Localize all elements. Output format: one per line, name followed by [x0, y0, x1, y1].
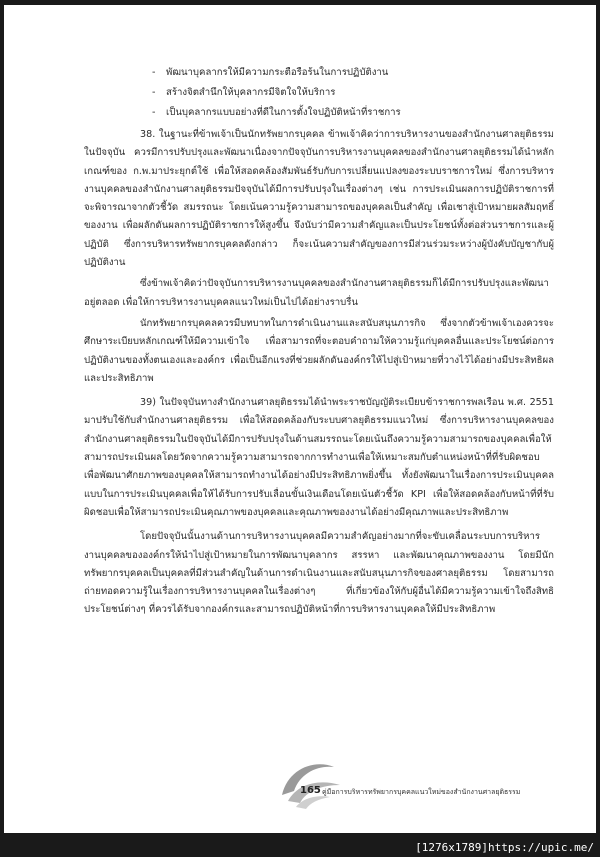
paragraph-39	[84, 394, 554, 522]
paragraph-text: โดยปัจจุบันนั้นงานด้านการบริหารงานบุคคลมีความสำคัญอย่างมากที่จะขับเคลื่อนระบบการบริหารงานบุคคลขององค์กรให้นำไปสู่เป้าหมายในการพัฒนาบุคลากร สรรหา และพัฒนาคุณภาพของงาน โดยมีนักทรัพยากรบุคคลเป็นบุคคลที่มีส่วนสำคัญในด้านการดำเนินงานและสนับสนุนภารกิจของศาลยุติธรรม โดยสามารถถ่ายทอดความรู้ในเรื่องการบริหารงานบุคคลในเรื่องต่างๆ ที่เกี่ยวข้องให้กับผู้อื่นได้มีความรู้ความเข้าใจถึงสิทธิประโยชน์ต่างๆ ที่ควรได้รับจากองค์กรและสามารถปฏิบัติหน้าที่การบริหารงานบุคคลให้มีประสิทธิภาพ	[84, 531, 554, 616]
page-footer	[4, 743, 596, 833]
swirl-logo-icon	[274, 751, 346, 811]
bullet-text: เป็นบุคลากรแบบอย่างที่ดีในการตั้งใจปฏิบัติหน้าที่ราชการ	[166, 107, 401, 118]
bullet-text: สร้างจิตสำนึกให้บุคลากรมีจิตใจให้บริการ	[166, 87, 336, 98]
paragraph-text: นักทรัพยากรบุคคลควรมีบทบาทในการดำเนินงานและสนับสนุนภารกิจ ซึ่งจากตัวข้าพเจ้าเองควรจะศึกษาระเบียบหลักเกณฑ์ให้มีความเข้าใจ เพื่อสามารถที่จะตอบคำถามให้ความรู้แก่บุคคลอื่นและประโยชน์ต่อการปฏิบัติงานของทั้งตนเองและองค์กร เพื่อเป็นอีกแรงที่ช่วยผลักดันองค์กรให้ไปสู่เป้าหมายที่วางไว้ได้อย่างมีประสิทธิผลและประสิทธิภาพ	[84, 317, 554, 384]
paragraph-continuation	[84, 275, 554, 312]
paragraph-text: ซึ่งข้าพเจ้าคิดว่าปัจจุบันการบริหารงานบุคคลของสำนักงานศาลยุติธรรมก็ได้มีการปรับปรุงและพัฒนาอยู่ตลอด เพื่อให้การบริหารงานบุคคลแนวใหม่เป็นไปได้อย่างราบรื่น	[84, 278, 549, 308]
page-body	[84, 63, 554, 620]
paragraph-closing	[84, 528, 554, 619]
image-size-stamp: [1276x1789]https://upic.me/	[415, 841, 594, 854]
bullet-dash: -	[152, 67, 156, 78]
bullet-dash: -	[152, 107, 156, 118]
bullet-item	[152, 103, 554, 123]
bullet-item	[152, 63, 554, 83]
paragraph-text: 38. ในฐานะที่ข้าพเจ้าเป็นนักทรัพยากรบุคคล ข้าพเจ้าคิดว่าการบริหารงานของสำนักงานศาลยุติธรรมในปัจจุบัน ควรมีการปรับปรุงและพัฒนาเนื่องจากปัจจุบันการบริหารงานบุคคลของสำนักงานศาลยุติธรรมได้นำหลักเกณฑ์ของ ก.พ.มาประยุกต์ใช้ เพื่อให้สอดคล้องสัมพันธ์รับกับการเปลี่ยนแปลงของระบบราชการใหม่ ซึ่งการบริหารงานบุคคลของสำนักงานศาลยุติธรรมปัจจุบันได้มีการปรับปรุงในเรื่องต่างๆ เช่น การประเมินผลการปฏิบัติราชการที่จะพิจารณาจากตัวชี้วัด สมรรถนะ โดยเน้นความรู้ความสามารถของบุคคลเป็นสำคัญ เพื่อเชาสู่เป้าหมายผลสัมฤทธิ์ของงาน เพื่อผลักดันผลการปฏิบัติราชการให้สูงขึ้น จึงนับว่ามีความสำคัญและเป็นประโยชน์ทั้งต่อส่วนราชการและผู้ปฏิบัติ ซึ่งการบริหารทรัพยากรบุคคลดังกล่าว ก็จะเน้นความสำคัญของการมีส่วนร่วมระหว่างผู้บังคับบัญชากับผู้ปฏิบัติงาน	[84, 129, 554, 269]
paragraph-38	[84, 126, 554, 272]
bullet-text: พัฒนาบุคลากรให้มีความกระตือรือร้นในการปฏิบัติงาน	[166, 67, 389, 78]
bullet-dash: -	[152, 87, 156, 98]
document-page	[4, 5, 596, 833]
page-number: 165	[300, 785, 321, 796]
paragraph-hr-role	[84, 315, 554, 388]
footer-title: คู่มือการบริหารทรัพยากรบุคคลแนวใหม่ของสำนักงานศาลยุติธรรม	[322, 788, 521, 796]
bullet-item	[152, 83, 554, 103]
paragraph-text: 39) ในปัจจุบันทางสำนักงานศาลยุติธรรมได้นำพระราชบัญญัติระเบียบข้าราชการพลเรือน พ.ศ. 2551 มาปรับใช้กับสำนักงานศาลยุติธรรม เพื่อให้สอดคล้องกับระบบศาลยุติธรรมแนวใหม่ ซึ่งการบริหารงานบุคคลของสำนักงานศาลยุติธรรมในปัจจุบันได้มีการปรับปรุงในด้านสมรรถนะโดยเน้นถึงความรู้ความสามารถของบุคคลเพื่อให้สามารถประเมินผลโดยวัดจากความรู้ความสามารถจากการทำงานเพื่อให้เหมาะสมกับตำแหน่งหน้าที่ที่รับผิดชอบเพื่อพัฒนาศักยภาพของบุคคลให้สามารถทำงานได้อย่างมีประสิทธิภาพยิ่งขึ้น ทั้งยังพัฒนาในเรื่องการประเมินบุคคลแบบในการประเมินบุคคลเพื่อให้ได้รับการปรับเลื่อนขั้นเงินเดือนโดยเน้นตัวชี้วัด KPI เพื่อให้สอดคล้องกับหน้าที่ที่รับผิดชอบเพื่อให้สามารถประเมินคุณภาพของบุคคลและคุณภาพของงานได้อย่างมีคุณภาพและประสิทธิภาพ	[84, 397, 554, 518]
